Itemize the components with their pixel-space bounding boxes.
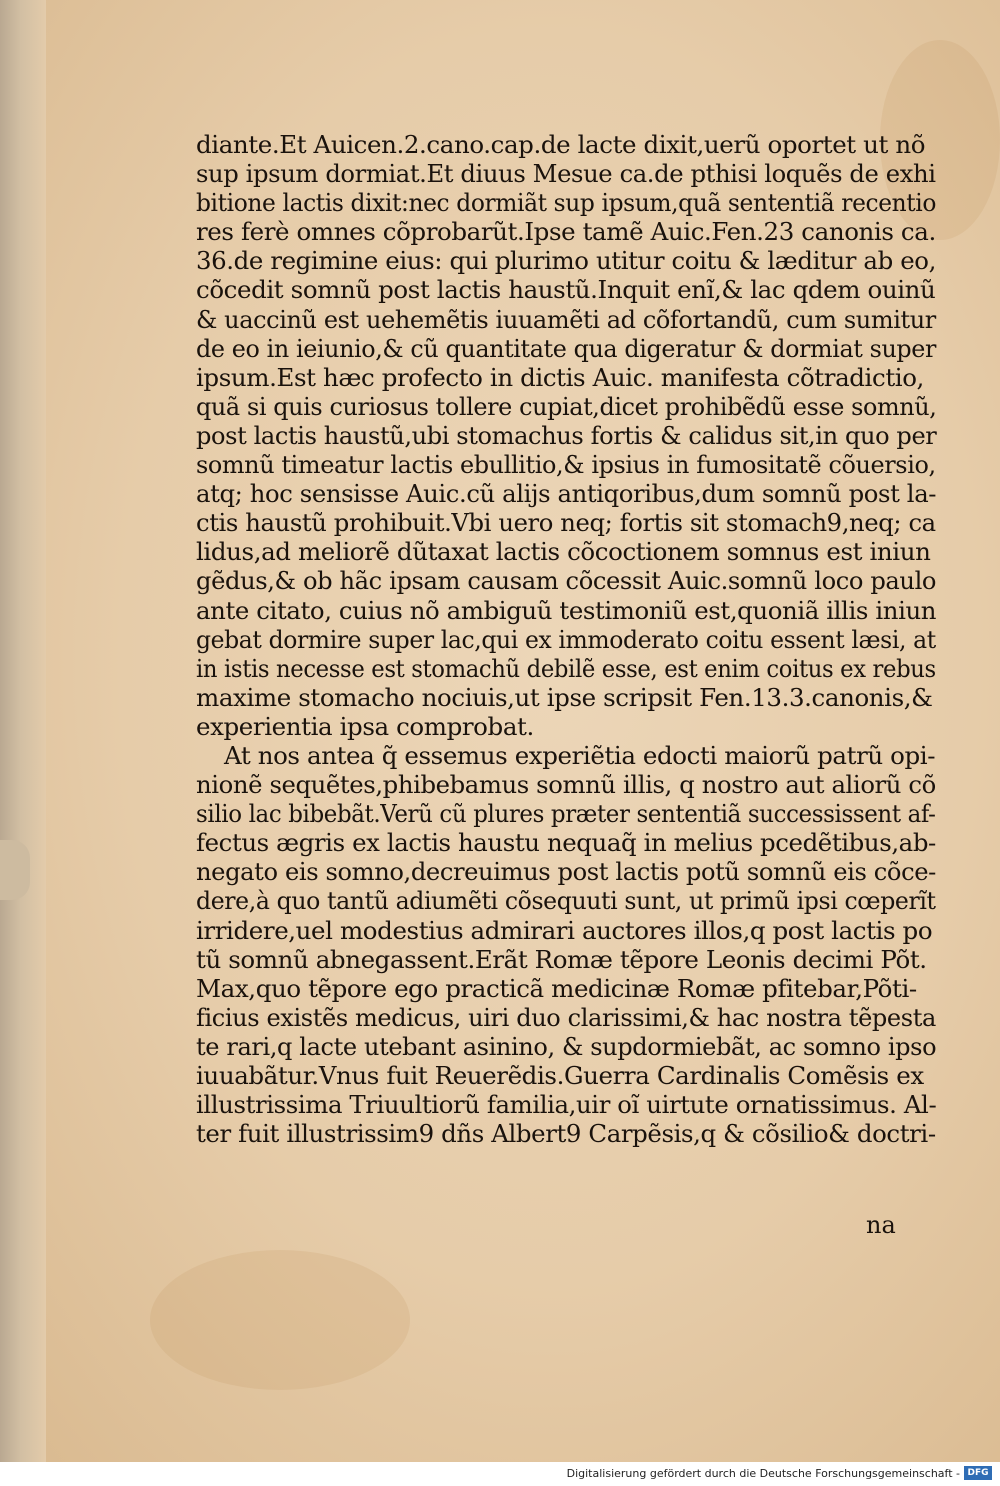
digitization-footer [0, 1462, 1000, 1486]
text-line: dere,à quo tantũ adiumẽti cõsequuti sunt, ut primũ ipsi cœperĩt [196, 886, 936, 916]
text-line: atq; hoc sensisse Auic.cũ alijs antiqoribus,dum somnũ post la- [196, 479, 937, 509]
text-line: ctis haustũ prohibuit.Vbi uero neq; fortis sit stomach9,neq; ca [196, 508, 936, 538]
text-line: post lactis haustũ,ubi stomachus fortis & calidus sit,in quo per [196, 420, 937, 450]
text-line: ter fuit illustrissim9 dñs Albert9 Carpẽsis,q & cõsilio& doctri- [196, 1119, 936, 1149]
text-line: lidus,ad meliorẽ dũtaxat lactis cõcoctionem somnus est iniun [196, 537, 931, 567]
text-line: illustrissima Triuultiorũ familia,uir oĩ uirtute ornatissimus. Al- [196, 1090, 937, 1120]
text-line: iuuabãtur.Vnus fuit Reuerẽdis.Guerra Cardinalis Comẽsis ex [196, 1061, 924, 1090]
text-line: bitione lactis dixit:nec dormiãt sup ipsum,quã sententiã recentio [196, 188, 937, 218]
text-line: de eo in ieiunio,& cũ quantitate qua digeratur & dormiat super [196, 333, 937, 363]
page-gutter [0, 0, 46, 1462]
text-line: tũ somnũ abnegassent.Erãt Romæ tẽpore Leonis decimi Põt. [196, 944, 927, 974]
text-line: in istis necesse est stomachũ debilẽ esse, est enim coitus ex rebus [196, 653, 936, 683]
text-line: gẽdus,& ob hãc ipsam causam cõcessit Auic.somnũ loco paulo [196, 566, 937, 596]
funding-credit: Digitalisierung gefördert durch die Deutsche Forschungsgemeinschaft - [566, 1467, 960, 1480]
paper-stain [150, 1250, 410, 1390]
body-text [196, 130, 936, 1148]
text-line: silio lac bibebãt.Verũ cũ plures præter sententiã successissent af- [196, 799, 936, 829]
catchword: na [866, 1211, 896, 1239]
text-line: fectus ægris ex lactis haustu nequaq̃ in melius pcedẽtibus,ab- [196, 828, 936, 858]
text-line: diante.Et Auicen.2.cano.cap.de lacte dixit,uerũ oportet ut nõ [196, 130, 926, 159]
text-line: negato eis somno,decreuimus post lactis potũ somnũ eis cõce- [196, 857, 936, 887]
text-line: experientia ipsa comprobat. [196, 711, 534, 741]
text-line: 36.de regimine eius: qui plurimo utitur coitu & læditur ab eo, [196, 246, 936, 276]
text-line: te rari,q lacte utebant asinino, & supdormiebãt, ac somno ipso [196, 1031, 937, 1061]
text-line: cõcedit somnũ post lactis haustũ.Inquit enĩ,& lac qdem ouinũ [196, 275, 936, 305]
binding-tab [0, 840, 30, 900]
text-line: ipsum.Est hæc profecto in dictis Auic. manifesta cõtradictio, [196, 362, 924, 392]
text-line: somnũ timeatur lactis ebullitio,& ipsius in fumositatẽ cõuersio, [196, 450, 936, 480]
text-line: & uaccinũ est uehemẽtis iuuamẽti ad cõfortandũ, cum sumitur [196, 304, 936, 334]
text-line: ficius existẽs medicus, uiri duo clarissimi,& hac nostra tẽpesta [196, 1002, 936, 1032]
text-line: ante citato, cuius nõ ambiguũ testimoniũ est,quoniã illis iniun [196, 595, 937, 625]
text-line: maxime stomacho nociuis,ut ipse scripsit Fen.13.3.canonis,& [196, 682, 933, 712]
text-line: gebat dormire super lac,qui ex immoderato coitu essent læsi, at [196, 624, 936, 654]
text-line: res ferè omnes cõprobarũt.Ipse tamẽ Auic.Fen.23 canonis ca. [196, 217, 936, 247]
text-line: nionẽ sequẽtes,phibebamus somnũ illis, q nostro aut aliorũ cõ [196, 770, 936, 800]
text-line: irridere,uel modestius admirari auctores illos,q post lactis po [196, 915, 933, 945]
text-line: At nos antea q̃ essemus experiẽtia edocti maiorũ patrũ opi- [224, 740, 936, 770]
text-line: quã si quis curiosus tollere cupiat,dicet prohibẽdũ esse somnũ, [196, 391, 937, 421]
dfg-logo-icon: DFG [964, 1466, 992, 1480]
text-line: Max,quo tẽpore ego practicã medicinæ Romæ pfitebar,Põti- [196, 973, 917, 1003]
text-line: sup ipsum dormiat.Et diuus Mesue ca.de pthisi loquẽs de exhi [196, 159, 936, 189]
